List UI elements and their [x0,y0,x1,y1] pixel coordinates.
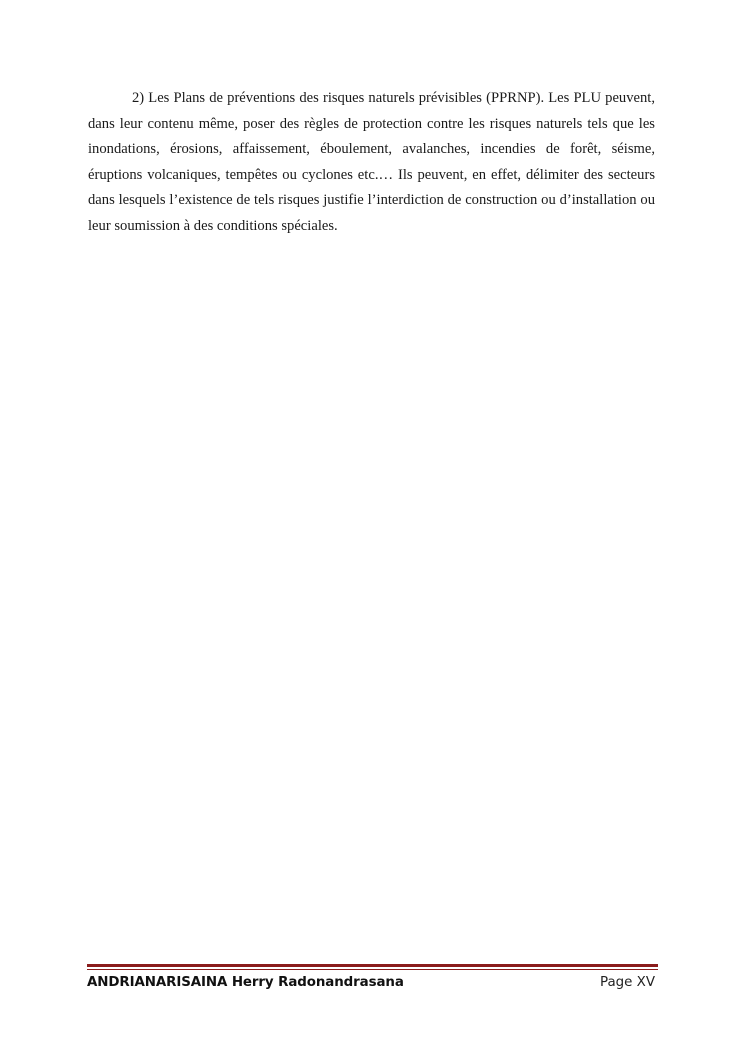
body-paragraph: 2) Les Plans de préventions des risques naturels prévisibles (PPRNP). Les PLU peuvent, dans leur contenu même, poser des règles de protection contre les risques naturels tels que les inondations, érosions, affaissement, éboulement, avalanches, incendies de forêt, séisme, éruptions volcaniques, tempêtes ou cyclones etc.… Ils peuvent, en effet, délimiter des secteurs dans lesquels l’existence de tels risques justifie l’interdiction de construction ou d’installation ou leur soumission à des conditions spéciales. [88,90,655,234]
footer-rule-thin [87,969,658,970]
footer-row [87,975,658,990]
page-footer [87,964,658,990]
footer-rule-thick [87,964,658,967]
footer-page-number: Page XV [599,975,655,990]
footer-author: ANDRIANARISAINA Herry Radonandrasana [87,975,404,990]
